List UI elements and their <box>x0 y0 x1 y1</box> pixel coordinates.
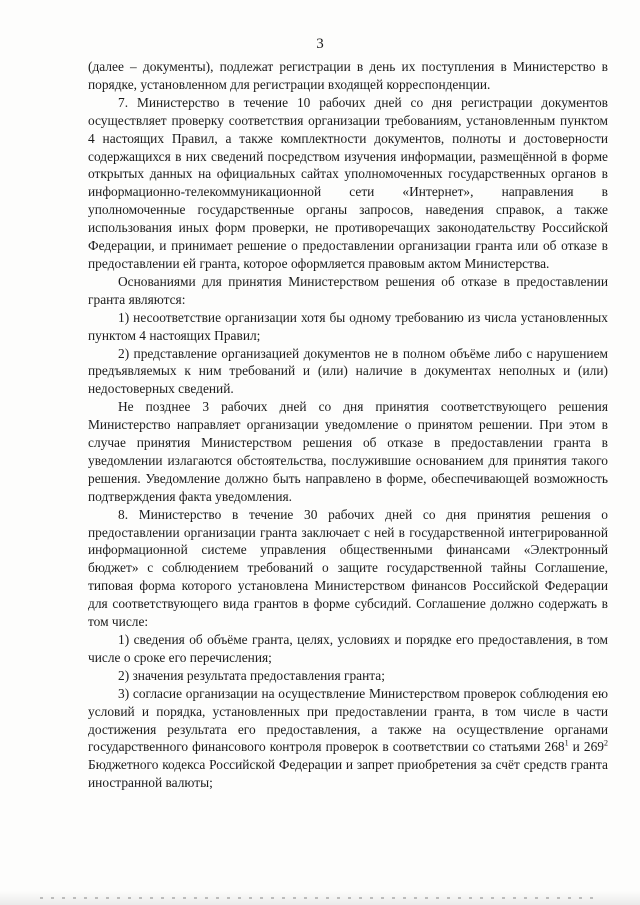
agreement-3-text-end: Бюджетного кодекса Российской Федерации и запрет приобретения за счёт средств гранта иностранной валюты; <box>88 757 608 791</box>
page-number: 3 <box>316 36 324 52</box>
paragraph-continuation: (далее – документы), подлежат регистрации в день их поступления в Министерство в порядке, установленном для регистрации входящей корреспонденции. <box>88 59 608 92</box>
document-body <box>88 58 608 792</box>
list-item-refusal-1: 1) несоответствие организации хотя бы одному требованию из числа установленных пунктом 4 настоящих Правил; <box>88 309 608 343</box>
agreement-3-text-start: 3) согласие организации на осуществление Министерством проверок соблюдения ею условий и порядка, установленных при предоставлении гранта, в том числе в части достижения результата его предоставления, а также на осуществление органами государственного финансового контроля проверок в соответствии со статьями 268 <box>88 685 608 755</box>
scan-noise-dots <box>40 897 600 899</box>
paragraph-clause-7: 7. Министерство в течение 10 рабочих дней со дня регистрации документов осуществляет проверку соответствия организации требованиям, установленным пунктом 4 настоящих Правил, а также комплектности документов, полноты и достоверности содержащихся в них сведений посредством изучения информации, размещённой в форме открытых данных на официальных сайтах уполномоченных государственных органов в информационно-телекоммуникационной сети «Интернет», направления в уполномоченные государственные органы запросов, наведения справок, а также использования иных форм проверки, не противоречащих законодательству Российской Федерации, и принимает решение о предоставлении организации гранта или об отказе в предоставлении ей гранта, которое оформляется правовым актом Министерства. <box>88 94 608 271</box>
list-item-agreement-3 <box>88 685 608 792</box>
paragraph-clause-8: 8. Министерство в течение 30 рабочих дней со дня принятия решения о предоставлении организации гранта заключает с ней в государственной интегрированной информационной системе управления общественными финансами «Электронный бюджет» с соблюдением требований о защите государственной тайны Соглашение, типовая форма которого установлена Министерством финансов Российской Федерации для соответствующего вида грантов в форме субсидий. Соглашение должно содержать в том числе: <box>88 506 608 630</box>
list-item-agreement-1: 1) сведения об объёме гранта, целях, условиях и порядке его предоставления, в том числе о сроке его перечисления; <box>88 632 608 665</box>
list-item-agreement-2: 2) значения результата предоставления гранта; <box>118 667 385 683</box>
list-item-refusal-2: 2) представление организацией документов не в полном объёме либо с нарушением предъявляемых к ним требований и (или) наличие в документах неполных и (или) недостоверных сведений. <box>88 345 608 397</box>
paragraph-refusal-grounds: Основаниями для принятия Министерством решения об отказе в предоставлении гранта являются: <box>88 273 608 307</box>
paragraph-notification: Не позднее 3 рабочих дней со дня принятия соответствующего решения Министерство направляет организации уведомление о принятом решении. При этом в случае принятия Министерством решения об отказе в предоставлении гранта в уведомлении излагаются обстоятельства, послужившие основанием для принятия такого решения. Уведомление должно быть направлено в форме, обеспечивающей возможность подтверждения факта уведомления. <box>88 399 608 504</box>
article-269-superscript: 2 <box>604 738 608 748</box>
article-268-superscript: 1 <box>564 738 569 748</box>
agreement-3-text-middle: и 269 <box>568 739 604 755</box>
